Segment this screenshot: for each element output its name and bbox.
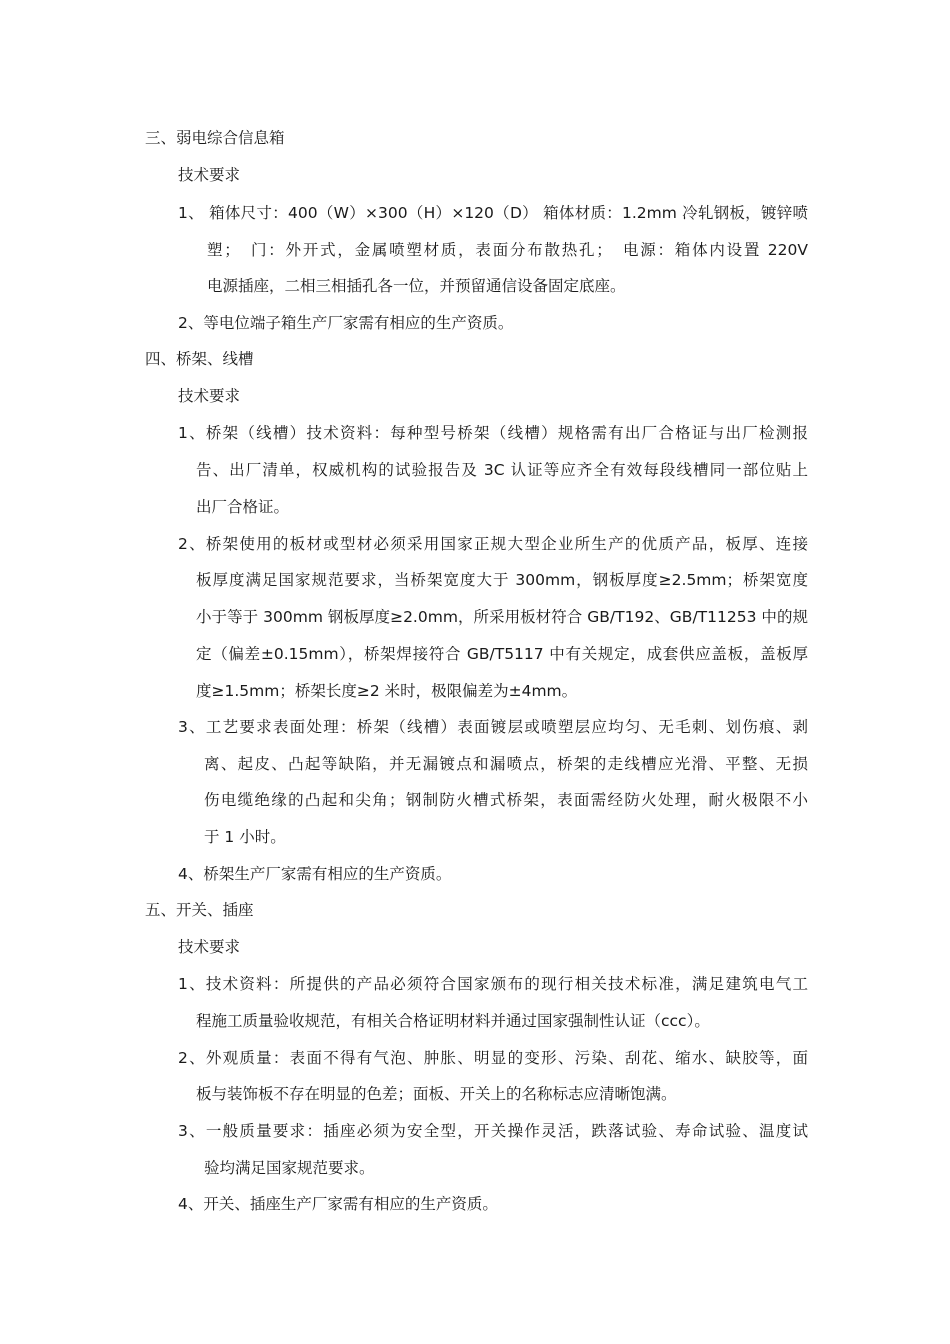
- section-heading: 四、桥架、线槽: [145, 350, 254, 368]
- section-heading: 五、开关、插座: [145, 901, 254, 919]
- paragraph-line: 出厂合格证。: [196, 498, 290, 516]
- paragraph-line: 定（偏差±0.15mm），桥架焊接符合 GB/T5117 中有关规定，成套供应盖板，盖板厚: [196, 645, 808, 663]
- paragraph-line: 2、外观质量：表面不得有气泡、肿胀、明显的变形、污染、刮花、缩水、缺胶等，面: [178, 1049, 808, 1067]
- paragraph-line: 塑； 门：外开式，金属喷塑材质，表面分布散热孔； 电源：箱体内设置 220V: [207, 241, 808, 259]
- section-subheading: 技术要求: [178, 387, 241, 405]
- paragraph-line: 1、技术资料：所提供的产品必须符合国家颁布的现行相关技术标准，满足建筑电气工: [178, 975, 808, 993]
- paragraph-line: 2、等电位端子箱生产厂家需有相应的生产资质。: [178, 314, 514, 332]
- paragraph-line: 伤电缆绝缘的凸起和尖角；钢制防火槽式桥架，表面需经防火处理，耐火极限不小: [204, 791, 808, 809]
- paragraph-line: 程施工质量验收规范，有相关合格证明材料并通过国家强制性认证（ccc）。: [196, 1012, 710, 1030]
- paragraph-line: 2、桥架使用的板材或型材必须采用国家正规大型企业所生产的优质产品，板厚、连接: [178, 535, 808, 553]
- section-subheading: 技术要求: [178, 938, 241, 956]
- paragraph-line: 板厚度满足国家规范要求，当桥架宽度大于 300mm，钢板厚度≥2.5mm；桥架宽度: [196, 571, 808, 589]
- paragraph-line: 板与装饰板不存在明显的色差；面板、开关上的名称标志应清晰饱满。: [196, 1085, 677, 1103]
- paragraph-line: 3、一般质量要求：插座必须为安全型，开关操作灵活，跌落试验、寿命试验、温度试: [178, 1122, 808, 1140]
- paragraph-line: 电源插座，二相三相插孔各一位，并预留通信设备固定底座。: [207, 277, 626, 295]
- paragraph-line: 告、出厂清单，权威机构的试验报告及 3C 认证等应齐全有效每段线槽同一部位贴上: [196, 461, 808, 479]
- paragraph-line: 4、开关、插座生产厂家需有相应的生产资质。: [178, 1195, 498, 1213]
- paragraph-line: 度≥1.5mm；桥架长度≥2 米时，极限偏差为±4mm。: [196, 682, 578, 700]
- paragraph-line: 3、工艺要求表面处理：桥架（线槽）表面镀层或喷塑层应均匀、无毛刺、划伤痕、剥: [178, 718, 808, 736]
- paragraph-line: 离、起皮、凸起等缺陷，并无漏镀点和漏喷点，桥架的走线槽应光滑、平整、无损: [204, 755, 808, 773]
- section-subheading: 技术要求: [178, 166, 241, 184]
- paragraph-line: 1、桥架（线槽）技术资料：每种型号桥架（线槽）规格需有出厂合格证与出厂检测报: [178, 424, 808, 442]
- paragraph-line: 1、 箱体尺寸：400（W）×300（H）×120（D） 箱体材质：1.2mm 冷轧钢板，镀锌喷: [178, 204, 808, 222]
- section-heading: 三、弱电综合信息箱: [145, 129, 285, 147]
- paragraph-line: 4、桥架生产厂家需有相应的生产资质。: [178, 865, 452, 883]
- paragraph-line: 小于等于 300mm 钢板厚度≥2.0mm，所采用板材符合 GB/T192、GB/T11253 中的规: [196, 608, 808, 626]
- paragraph-line: 验均满足国家规范要求。: [204, 1159, 375, 1177]
- paragraph-line: 于 1 小时。: [204, 828, 286, 846]
